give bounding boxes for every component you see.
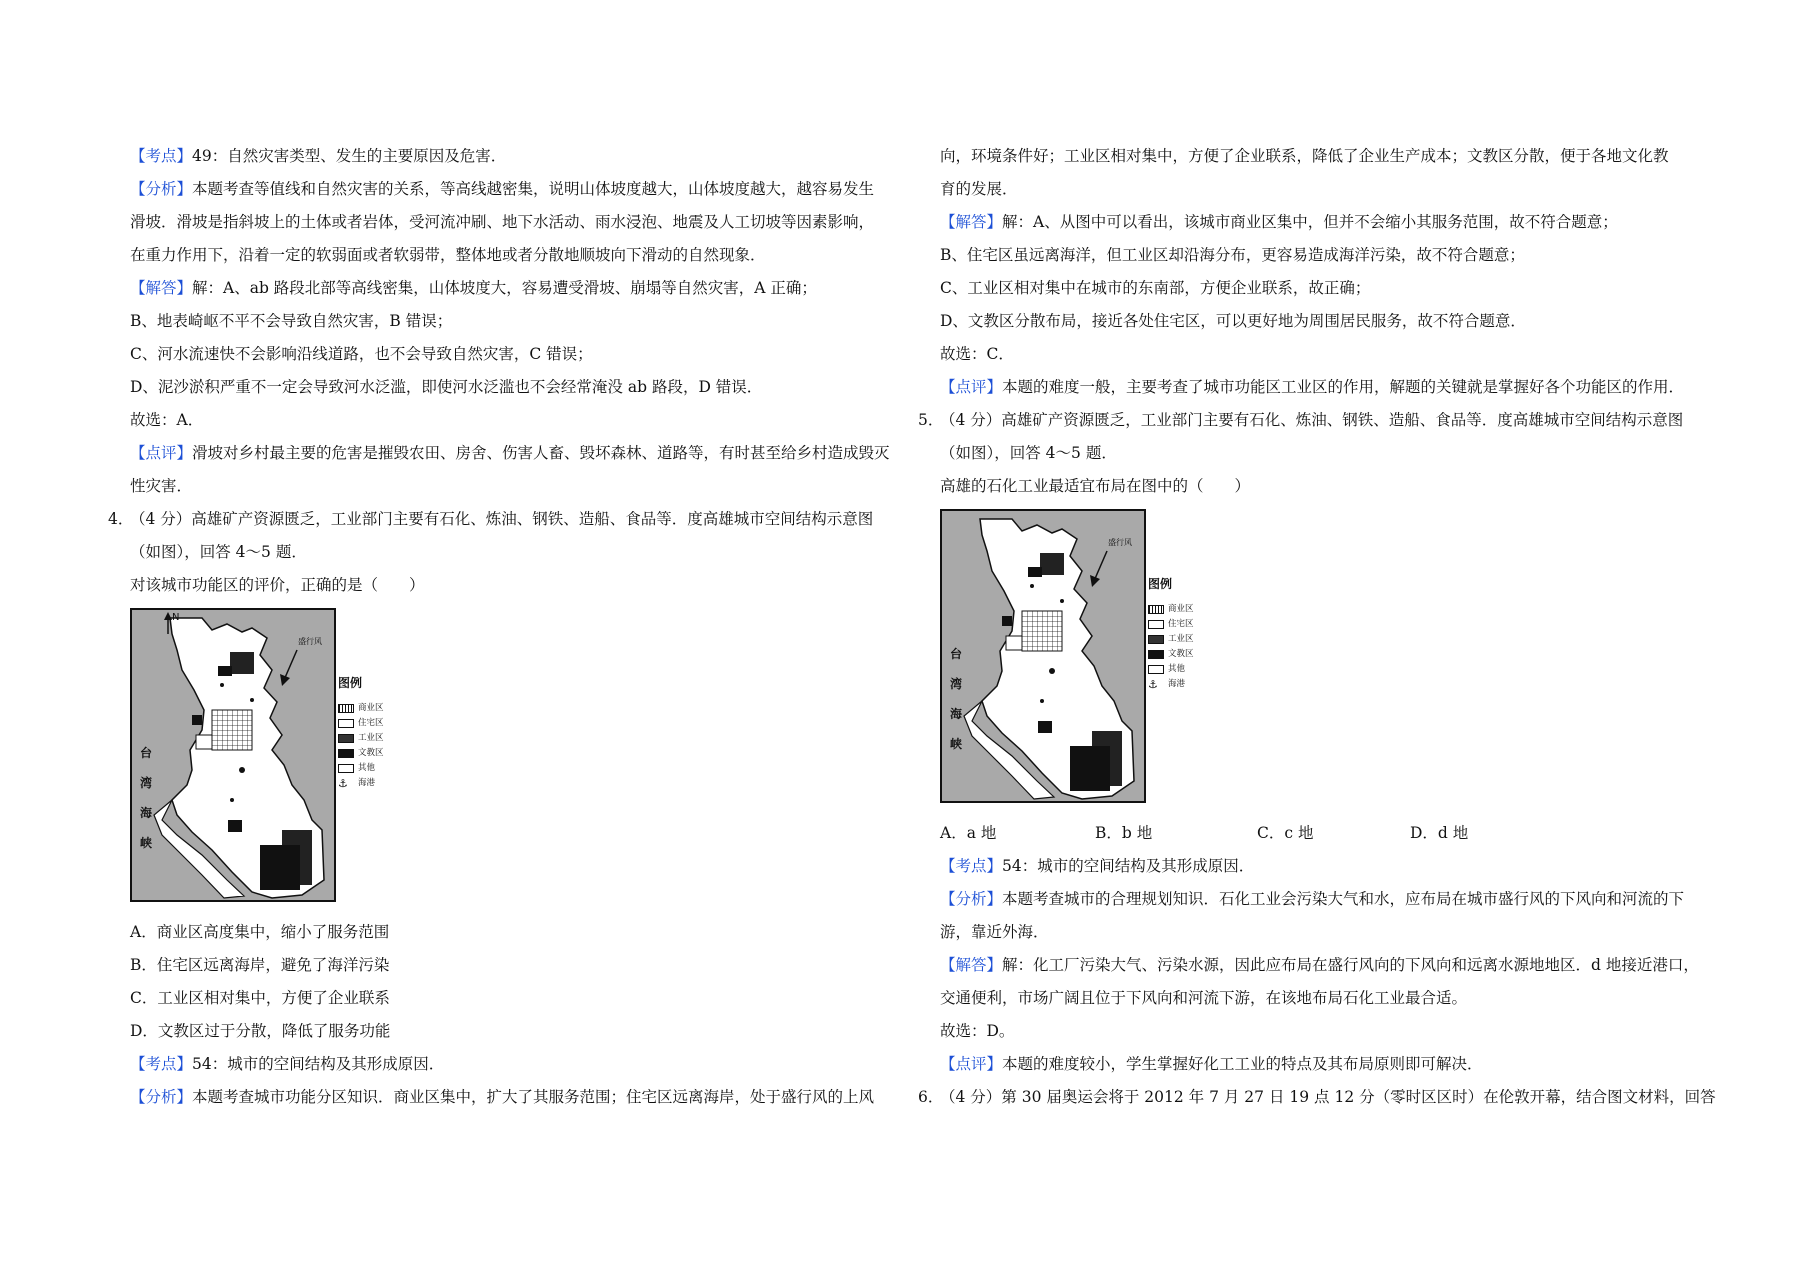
q4-jieda-line: D、文教区分散布局，接近各处住宅区，可以更好地为周围居民服务，故不符合题意． — [940, 312, 1526, 330]
q4-option-c: C．工业区相对集中，方便了企业联系 — [130, 989, 390, 1007]
q4-stem-line: （如图），回答 4～5 题． — [130, 543, 307, 561]
q4-stem: 4． （4 分）高雄矿产资源匮乏，工业部门主要有石化、炼油、钢铁、造船、食品等．度高雄城市空间结构示意图 — [108, 510, 874, 528]
q4-fenxi: 【分析】本题考查城市功能分区知识．商业区集中，扩大了其服务范围；住宅区远离海岸，处于盛行风的上风 — [130, 1088, 875, 1106]
legend-commercial: 商业区 — [338, 701, 384, 716]
legend-education: 文教区 — [338, 746, 384, 761]
q5-kaodian: 【考点】54：城市的空间结构及其形成原因． — [940, 857, 1255, 875]
q5-answer: 故选：D。 — [940, 1022, 1015, 1040]
q4-option-d: D．文教区过于分散，降低了服务功能 — [130, 1022, 391, 1040]
q3-kaodian: 【考点】49：自然灾害类型、发生的主要原因及危害． — [130, 147, 507, 165]
question-4 — [108, 503, 900, 1114]
q4-fenxi-cont: 育的发展． — [940, 180, 1018, 198]
wind-label-2: 盛行风 — [1108, 538, 1132, 547]
anchor-icon: ⚓ — [338, 777, 348, 790]
question-6 — [918, 1081, 1720, 1114]
q3-answer: 故选：A． — [130, 411, 204, 429]
q5-map-figure — [940, 509, 1720, 803]
q4-jieda: 【解答】解：A、从图中可以看出，该城市商业区集中，但并不会缩小其服务范围，故不符合题意； — [940, 213, 1618, 231]
q6-stem: 6． （4 分）第 30 届奥运会将于 2012 年 7 月 27 日 19 点 12 分（零时区区时）在伦敦开幕，结合图文材料，回答 — [918, 1088, 1716, 1106]
q3-fenxi-line: 在重力作用下，沿着一定的软弱面或者软弱带，整体地或者分散地顺坡向下滑动的自然现象． — [130, 246, 766, 264]
q5-fenxi-line: 游，靠近外海． — [940, 923, 1049, 941]
q4-option-b: B．住宅区远离海岸，避免了海洋污染 — [130, 956, 390, 974]
map-legend-2 — [1148, 575, 1194, 692]
question-5 — [918, 404, 1720, 1081]
legend-industrial: 工业区 — [1148, 632, 1194, 647]
map-graphic — [132, 610, 334, 900]
strait-label: 台 湾 海 峡 — [140, 746, 153, 850]
anchor-icon: ⚓ — [1148, 678, 1158, 691]
q5-fenxi: 【分析】本题考查城市的合理规划知识．石化工业会污染大气和水，应布局在城市盛行风的下风向和河流的下 — [940, 890, 1685, 908]
q3-jieda-line: D、泥沙淤积严重不一定会导致河水泛滥，即使河水泛滥也不会经常淹没 ab 路段，D 错误． — [130, 378, 763, 396]
q5-option-b: B．b 地 — [1095, 824, 1153, 842]
q4-option-a: A．商业区高度集中，缩小了服务范围 — [130, 923, 390, 941]
q3-jieda: 【解答】解：A、ab 路段北部等高线密集，山体坡度大，容易遭受滑坡、崩塌等自然灾害，A 正确； — [130, 279, 817, 297]
legend-other: 其他 — [1148, 662, 1194, 677]
q4-map-figure — [130, 608, 900, 902]
kaohsiung-map — [130, 608, 336, 902]
q3-fenxi: 【分析】本题考查等值线和自然灾害的关系，等高线越密集，说明山体坡度越大，山体坡度越大，越容易发生 — [130, 180, 875, 198]
kaohsiung-map-2 — [940, 509, 1146, 803]
q3-dianping-line: 性灾害． — [130, 477, 193, 495]
legend-residential: 住宅区 — [338, 716, 384, 731]
q4-question: 对该城市功能区的评价，正确的是（ ） — [130, 576, 425, 594]
legend-port: ⚓ 海港 — [338, 777, 376, 790]
wind-label: 盛行风 — [298, 637, 322, 646]
q5-stem: 5． （4 分）高雄矿产资源匮乏，工业部门主要有石化、炼油、钢铁、造船、食品等．度高雄城市空间结构示意图 — [918, 411, 1684, 429]
q5-stem-line: （如图），回答 4～5 题． — [940, 444, 1117, 462]
q3-jieda-line: C、河水流速快不会影响沿线道路，也不会导致自然灾害，C 错误； — [130, 345, 593, 363]
q3-jieda-line: B、地表崎岖不平不会导致自然灾害，B 错误； — [130, 312, 453, 330]
q5-option-a: A．a 地 — [940, 824, 997, 842]
q4-fenxi-cont: 向，环境条件好；工业区相对集中，方便了企业联系，降低了企业生产成本；文教区分散，便于各地文化教 — [940, 147, 1669, 165]
q5-question: 高雄的石化工业最适宜布局在图中的（ ） — [940, 477, 1251, 495]
q5-option-d: D．d 地 — [1410, 824, 1469, 842]
q4-jieda-line: C、工业区相对集中在城市的东南部，方便企业联系，故正确； — [940, 279, 1371, 297]
q5-option-c: C．c 地 — [1257, 824, 1314, 842]
left-column — [108, 140, 900, 1114]
q4-jieda-line: B、住宅区虽远离海洋，但工业区却沿海分布，更容易造成海洋污染，故不符合题意； — [940, 246, 1525, 264]
q4-kaodian: 【考点】54：城市的空间结构及其形成原因． — [130, 1055, 445, 1073]
north-arrow-label: N — [172, 612, 180, 623]
legend-other: 其他 — [338, 761, 384, 776]
legend-residential: 住宅区 — [1148, 617, 1194, 632]
q5-dianping: 【点评】本题的难度较小，学生掌握好化工工业的特点及其布局原则即可解决． — [940, 1055, 1483, 1073]
q3-dianping: 【点评】滑坡对乡村最主要的危害是摧毁农田、房舍、伤害人畜、毁坏森林、道路等，有时甚至给乡村造成毁灭 — [130, 444, 890, 462]
legend-title-2: 图例 — [1148, 577, 1173, 591]
legend-education: 文教区 — [1148, 647, 1194, 662]
map-graphic-2 — [942, 511, 1144, 801]
q5-jieda: 【解答】解：化工厂污染大气、污染水源，因此应布局在盛行风向的下风向和远离水源地地区．d 地接近港口， — [940, 956, 1699, 974]
q5-options — [940, 817, 1720, 850]
q4-dianping: 【点评】本题的难度一般，主要考查了城市功能区工业区的作用，解题的关键就是掌握好各个功能区的作用． — [940, 378, 1685, 396]
right-column — [918, 140, 1720, 1114]
q5-jieda-line: 交通便利，市场广阔且位于下风向和河流下游，在该地布局石化工业最合适。 — [940, 989, 1468, 1007]
map-legend — [338, 674, 384, 791]
q3-fenxi-line: 滑坡．滑坡是指斜坡上的土体或者岩体，受河流冲刷、地下水活动、雨水浸泡、地震及人工切坡等因素影响， — [130, 213, 875, 231]
legend-commercial: 商业区 — [1148, 602, 1194, 617]
legend-title: 图例 — [338, 676, 363, 690]
legend-port: ⚓ 海港 — [1148, 678, 1186, 691]
strait-label-2: 台 湾 海 峡 — [950, 647, 963, 751]
q4-answer: 故选：C． — [940, 345, 1014, 363]
legend-industrial: 工业区 — [338, 731, 384, 746]
